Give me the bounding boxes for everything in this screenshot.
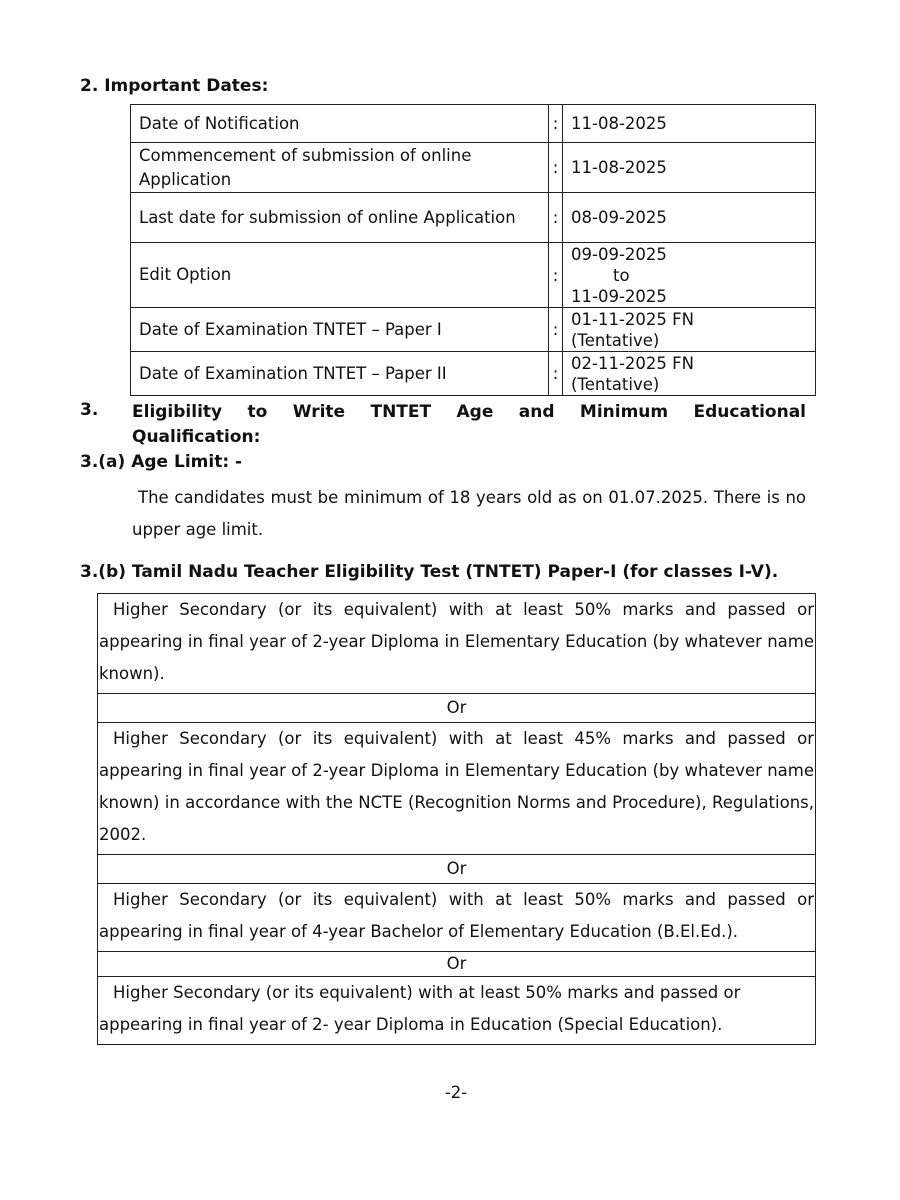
qualification-option bbox=[98, 884, 816, 952]
page-number: -2- bbox=[444, 1083, 468, 1102]
age-limit-text: The candidates must be minimum of 18 years old as on 01.07.2025. There is no upper age limit. bbox=[132, 488, 806, 539]
dates-event: Date of Examination TNTET – Paper II bbox=[131, 352, 549, 396]
dates-value: 02-11-2025 FN (Tentative) bbox=[563, 352, 816, 396]
dates-value: 01-11-2025 FN (Tentative) bbox=[563, 308, 816, 352]
dates-row bbox=[131, 105, 816, 143]
dates-event: Commencement of submission of online Application bbox=[131, 143, 549, 193]
or-separator-row bbox=[98, 694, 816, 723]
age-limit-heading: 3.(a) Age Limit: - bbox=[80, 452, 243, 472]
dates-row bbox=[131, 243, 816, 308]
or-separator: Or bbox=[98, 952, 816, 977]
dates-event: Date of Examination TNTET – Paper I bbox=[131, 308, 549, 352]
paper-1-heading: 3.(b) Tamil Nadu Teacher Eligibility Test (TNTET) Paper-I (for classes I-V). bbox=[80, 562, 779, 582]
dates-event: Date of Notification bbox=[131, 105, 549, 143]
dates-separator: : bbox=[549, 243, 563, 308]
or-separator: Or bbox=[98, 855, 816, 884]
qualification-text: Higher Secondary (or its equivalent) with at least 45% marks and passed or appearing in final year of 2-year Diploma in Elementary Education (by whatever name known) in accordance with the NCTE (Recognition Norms and Procedure), Regulations, 2002. bbox=[98, 723, 816, 855]
dates-separator: : bbox=[549, 105, 563, 143]
section-3-heading: Eligibility to Write TNTET Age and Minimum Educational Qualification: bbox=[132, 402, 806, 447]
dates-value: 11-08-2025 bbox=[563, 143, 816, 193]
qualification-text: Higher Secondary (or its equivalent) with at least 50% marks and passed or appearing in final year of 4-year Bachelor of Elementary Education (B.El.Ed.). bbox=[98, 884, 816, 952]
dates-event: Last date for submission of online Application bbox=[131, 193, 549, 243]
qualification-option bbox=[98, 594, 816, 694]
dates-row bbox=[131, 308, 816, 352]
dates-separator: : bbox=[549, 352, 563, 396]
dates-event: Edit Option bbox=[131, 243, 549, 308]
or-separator-row bbox=[98, 952, 816, 977]
dates-separator: : bbox=[549, 308, 563, 352]
section-2-heading: 2. Important Dates: bbox=[80, 76, 269, 96]
dates-value: 11-08-2025 bbox=[563, 105, 816, 143]
or-separator: Or bbox=[98, 694, 816, 723]
qualification-text: Higher Secondary (or its equivalent) with at least 50% marks and passed or appearing in final year of 2-year Diploma in Elementary Education (by whatever name known). bbox=[98, 594, 816, 694]
dates-value: 09-09-2025 to 11-09-2025 bbox=[563, 243, 816, 308]
important-dates-table bbox=[130, 104, 816, 396]
paper-1-qualification-table bbox=[97, 593, 816, 1045]
dates-row bbox=[131, 193, 816, 243]
dates-row bbox=[131, 143, 816, 193]
qualification-option bbox=[98, 723, 816, 855]
dates-value: 08-09-2025 bbox=[563, 193, 816, 243]
or-separator-row bbox=[98, 855, 816, 884]
qualification-text: Higher Secondary (or its equivalent) with at least 50% marks and passed or appearing in final year of 2- year Diploma in Education (Special Education). bbox=[98, 977, 816, 1045]
dates-separator: : bbox=[549, 143, 563, 193]
qualification-option bbox=[98, 977, 816, 1045]
dates-separator: : bbox=[549, 193, 563, 243]
dates-row bbox=[131, 352, 816, 396]
section-3-number: 3. bbox=[80, 400, 99, 420]
